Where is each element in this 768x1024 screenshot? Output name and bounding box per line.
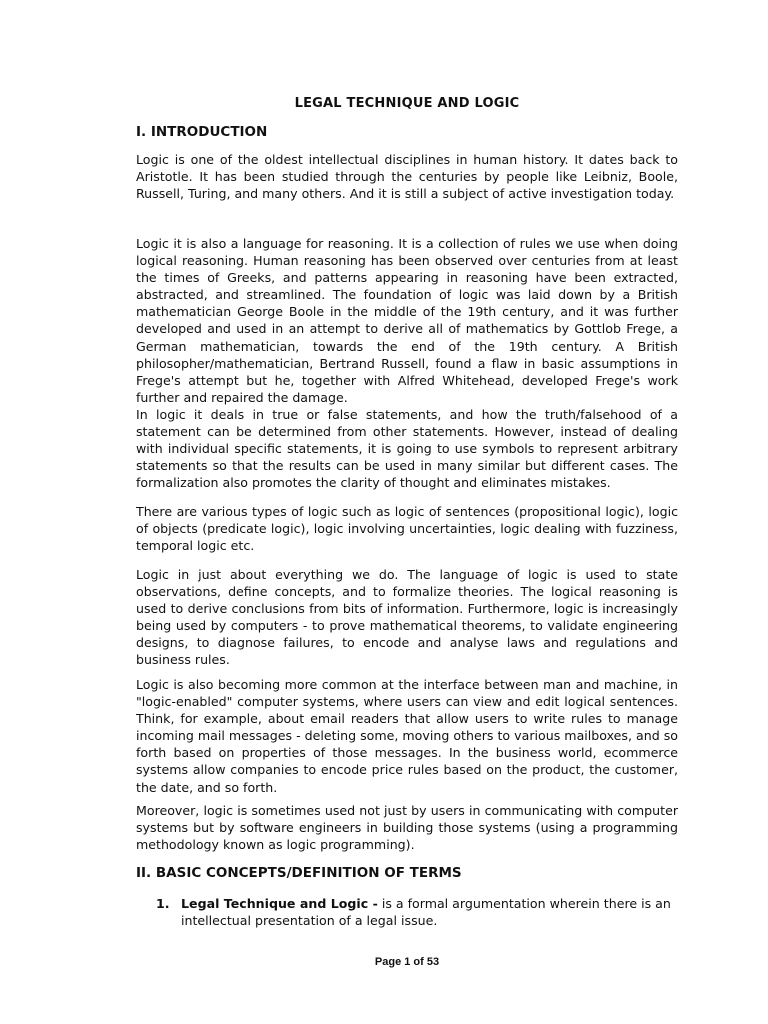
paragraph-6: Logic is also becoming more common at the interface between man and machine, in "logic-enabled" computer systems, where users can view and edit logical sentences. Think, for example, about email readers that allow users to write rules to manage incoming mail messages - deleting some, moving others to various mailboxes, and so forth based on properties of those messages. In the business world, ecommerce systems allow companies to encode price rules based on the product, the customer, the date, and so forth. (136, 677, 678, 795)
section-heading-introduction: I. INTRODUCTION (136, 124, 268, 140)
document-page (136, 0, 678, 1024)
paragraph-4: There are various types of logic such as logic of sentences (propositional logic), logic of objects (predicate logic), logic involving uncertainties, logic dealing with fuzziness, temporal logic etc. (136, 504, 678, 554)
page-number-footer: Page 1 of 53 (374, 956, 440, 968)
document-title: LEGAL TECHNIQUE AND LOGIC (294, 96, 520, 111)
list-item (156, 895, 678, 929)
paragraph-7: Moreover, logic is sometimes used not just by users in communicating with computer systems but by software engineers in building those systems (using a programming methodology known as logic programming). (136, 803, 678, 853)
section-heading-basic-concepts: II. BASIC CONCEPTS/DEFINITION OF TERMS (136, 865, 462, 881)
paragraph-2: Logic it is also a language for reasoning. It is a collection of rules we use when doing logical reasoning. Human reasoning has been observed over centuries from at least the times of Greeks, and patterns appearing in reasoning have been extracted, abstracted, and streamlined. The foundation of logic was laid down by a British mathematician George Boole in the middle of the 19th century, and it was further developed and used in an attempt to derive all of mathematics by Gottlob Frege, a German mathematician, towards the end of the 19th century. A British philosopher/mathematician, Bertrand Russell, found a flaw in basic assumptions in Frege's attempt but he, together with Alfred Whitehead, developed Frege's work further and repaired the damage. (136, 236, 678, 405)
paragraph-3: In logic it deals in true or false statements, and how the truth/falsehood of a statement can be determined from other statements. However, instead of dealing with individual specific statements, it is going to use symbols to represent arbitrary statements so that the results can be used in many similar but different cases. The formalization also promotes the clarity of thought and eliminates mistakes. (136, 407, 678, 491)
paragraph-5: Logic in just about everything we do. The language of logic is used to state observations, define concepts, and to formalize theories. The logical reasoning is used to derive conclusions from bits of information. Furthermore, logic is increasingly being used by computers - to prove mathematical theorems, to validate engineering designs, to diagnose failures, to encode and analyse laws and regulations and business rules. (136, 567, 678, 668)
list-item-term: Legal Technique and Logic - (181, 896, 378, 911)
list-item-definition: is a formal argumentation wherein there is an intellectual presentation of a legal issue. (181, 896, 671, 929)
list-item-body (181, 895, 678, 929)
list-item-number: 1. (156, 896, 170, 911)
paragraph-1: Logic is one of the oldest intellectual disciplines in human history. It dates back to Aristotle. It has been studied through the centuries by people like Leibniz, Boole, Russell, Turing, and many others. And it is still a subject of active investigation today. (136, 152, 678, 202)
